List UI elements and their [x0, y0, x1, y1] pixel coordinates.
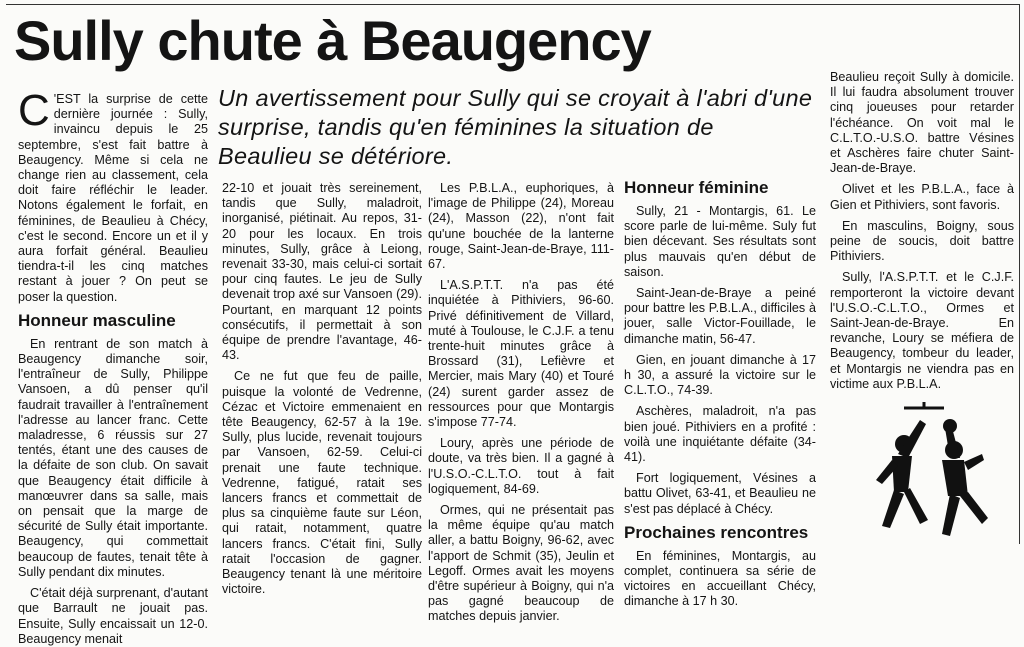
section-title-masculine: Honneur masculine	[18, 310, 176, 330]
column-1	[18, 86, 208, 646]
paragraph: Sully, l'A.S.P.T.T. et le C.J.F. remporteront la victoire devant l'U.S.O.-C.L.T.O., Ormes et Saint-Jean-de-Braye. En revanche, Loury se méfiera de Beaugency, tombeur du leader, et Montargis ne viendra pas en victime aux P.B.L.A.	[830, 270, 1014, 391]
paragraph: En masculins, Boigny, sous peine de soucis, doit battre Pithiviers.	[830, 218, 1014, 264]
paragraph: Ormes, qui ne présentait pas la même équipe qu'au match aller, a battu Boigny, 96-62, avec l'apport de Schmit (35), Jeulin et Legoff. Ormes avait les moyens d'être supérieur à Boigny, qui n'a pas gagné beaucoup de matches depuis janvier.	[428, 503, 614, 624]
column-4	[624, 176, 816, 609]
paragraph: L'A.S.P.T.T. n'a pas été inquiétée à Pithiviers, 96-60. Privé définitivement de Villard, muté à Toulouse, le C.J.F. a tenu trente-huit minutes grâce à Brossard (31), Lefièvre et Mercier, mais Mary (40) et Touré (24) surent garder assez de ressources pour que Montargis s'impose 77-74.	[428, 278, 614, 430]
column-2	[222, 181, 422, 597]
basketball-players-icon	[832, 396, 1012, 546]
paragraph: En féminines, Montargis, au complet, continuera sa série de victoires en accueillant Chécy, dimanche à 17 h 30.	[624, 548, 816, 609]
paragraph: Beaulieu reçoit Sully à domicile. Il lui faudra absolument trouver cinq joueuses pour retarder l'échéance. On voit mal le C.L.T.O.-U.S.O. battre Vésines et Aschères faire chuter Saint-Jean-de-Braye.	[830, 70, 1014, 176]
section-title-feminine: Honneur féminine	[624, 178, 769, 197]
intro-text: 'EST la surprise de cette dernière journée : Sully, invaincu depuis le 25 septembre, s'est fait battre à Beaugency. Même si cela ne change rien au classement, cela doit faire réfléchir le leader. Notons également le forfait, en féminines, de Beaulieu à Chécy, c'est le second. Encore un et il y aura forfait général. Beaulieu tiendra-t-il les cinq matches restant à jouer ? On peut se poser la question.	[18, 92, 208, 304]
section-title-prochaines: Prochaines rencontres	[624, 522, 809, 542]
paragraph: Olivet et les P.B.L.A., face à Gien et Pithiviers, sont favoris.	[830, 182, 1014, 212]
paragraph: Les P.B.L.A., euphoriques, à l'image de Philippe (24), Moreau (24), Masson (22), n'ont fait qu'une bouchée de la lanterne rouge, Saint-Jean-de-Braye, 111-67.	[428, 181, 614, 272]
intro-paragraph	[18, 86, 208, 305]
paragraph: Sully, 21 - Montargis, 61. Le score parle de lui-même. Suly fut bien décevant. Ses résultats sont plus mauvais qu'en début de saison.	[624, 204, 816, 279]
lead-paragraph: Un avertissement pour Sully qui se croyait à l'abri d'une surprise, tandis qu'en féminines la situation de Beaulieu se détériore.	[218, 85, 813, 169]
paragraph: En rentrant de son match à Beaugency dimanche soir, l'entraîneur de Sully, Philippe Vansoen, a dû penser qu'il faudrait travailler à l'entraînement l'adresse au lancer franc. Cette maladresse, 6 réussis sur 27 tentés, étant une des causes de la défaite de son club. On savait que Beaugency était difficile à manœuvrer dans sa salle, mais on pensait que la marge de sécurité de Sully était importante. Beaugency, qui commettait beaucoup de fautes, tenait tête à Sully pendant dix minutes.	[18, 336, 208, 579]
paragraph: Aschères, maladroit, n'a pas bien joué. Pithiviers en a profité : voilà une inquiétante défaite (34-41).	[624, 404, 816, 465]
paragraph: Ce ne fut que feu de paille, puisque la volonté de Vedrenne, Cézac et Victoire emmenaient en tête Beaugency, 62-57 à la 19e. Sully, plus lucide, revenait toujours par Vansoen, 62-59. Celui-ci prenait une faute technique. Vedrenne, fatigué, ratait ses lancers francs et commettait de plus sa cinquième faute sur Léon, qui ratait, notamment, quatre lancers francs. C'était fini, Sully ratait l'occasion de gagner. Beaugency tenant là une méritoire victoire.	[222, 369, 422, 597]
paragraph: 22-10 et jouait très sereinement, tandis que Sully, maladroit, inorganisé, piétinait. Au repos, 31-20 pour les locaux. En trois minutes, Sully, grâce à Leiong, revenait 33-30, mais celui-ci sortait pour cinq fautes. Le jeu de Sully devenait trop axé sur Vansoen (29). Pourtant, en marquant 12 points consécutifs, il permettait à son équipe de prendre l'avantage, 46-43.	[222, 181, 422, 363]
paragraph: Fort logiquement, Vésines a battu Olivet, 63-41, et Beaulieu ne s'est pas déplacé à Chécy.	[624, 471, 816, 516]
right-rule	[1019, 4, 1020, 544]
headline: Sully chute à Beaugency	[14, 9, 651, 72]
paragraph: Loury, après une période de doute, va très bien. Il a gagné à l'U.S.O.-C.L.T.O. tout à fait logiquement, 84-69.	[428, 436, 614, 496]
column-5	[830, 70, 1014, 390]
paragraph: C'était déjà surprenant, d'autant que Barrault ne jouait pas. Ensuite, Sully encaissait un 12-0. Beaugency menait	[18, 586, 208, 646]
paragraph: Gien, en jouant dimanche à 17 h 30, a assuré la victoire sur le C.L.T.O., 74-39.	[624, 352, 816, 398]
drop-cap: C	[18, 86, 50, 135]
paragraph: Saint-Jean-de-Braye a peiné pour battre les P.B.L.A., difficiles à jouer, salle Victor-Fouillade, le dimanche matin, 56-47.	[624, 286, 816, 346]
column-3	[428, 181, 614, 624]
